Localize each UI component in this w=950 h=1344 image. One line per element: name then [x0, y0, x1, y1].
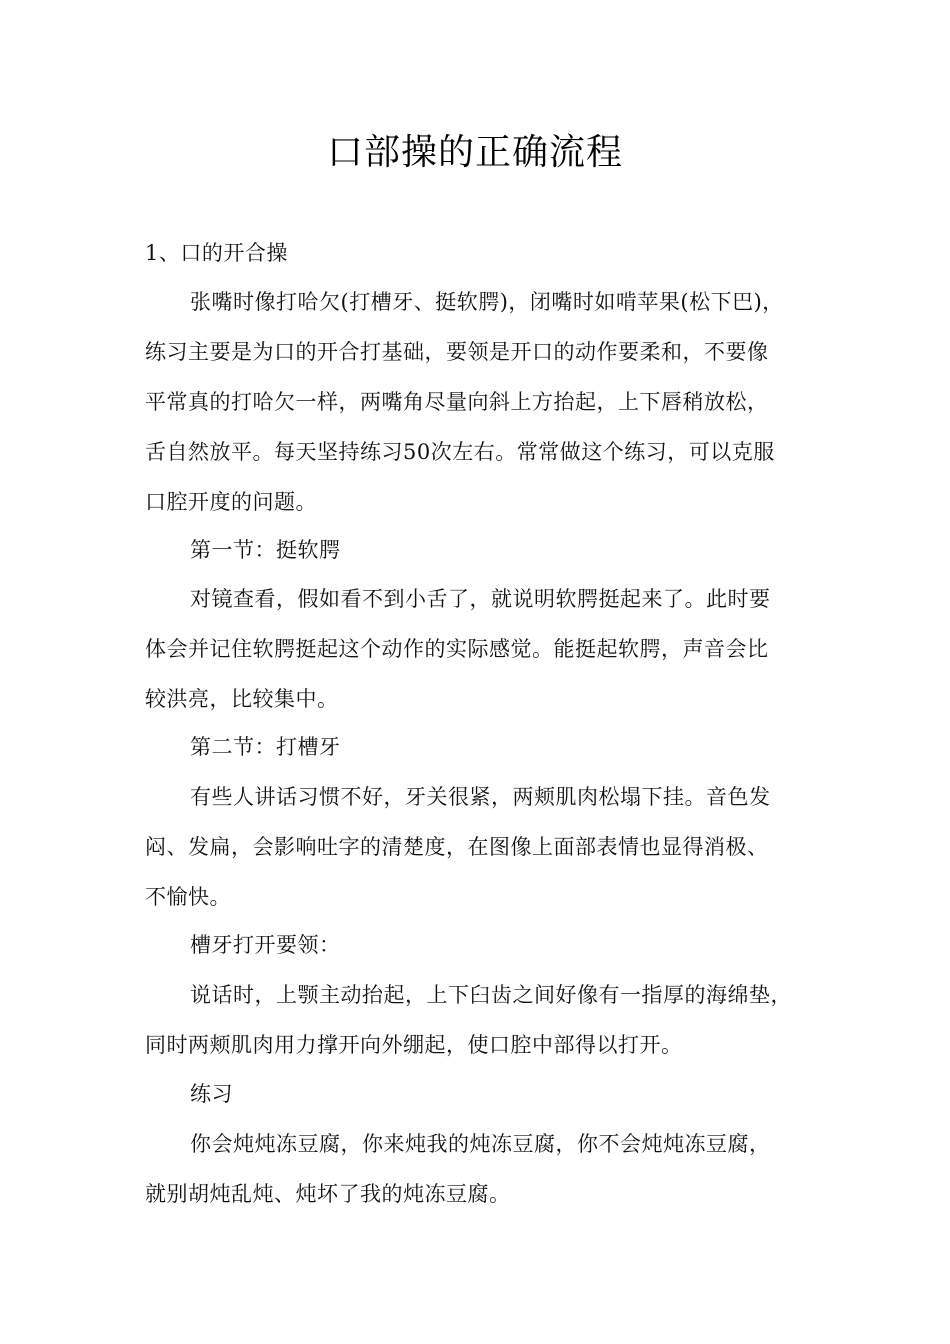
paragraph-line: 闷、发扁，会影响吐字的清楚度，在图像上面部表情也显得消极、: [145, 835, 769, 859]
paragraph-line: 你会炖炖冻豆腐，你来炖我的炖冻豆腐，你不会炖炖冻豆腐，: [190, 1132, 771, 1156]
paragraph-soft-palate: [145, 574, 825, 724]
paragraph-opening-closing: [145, 277, 825, 527]
subsection-heading-molar-tips: 槽牙打开要领：: [190, 933, 341, 957]
subsection-heading-practice: 练习: [190, 1082, 233, 1106]
paragraph-line: 有些人讲话习惯不好，牙关很紧，两颊肌肉松塌下挂。音色发: [190, 785, 771, 809]
paragraph-line: 对镜查看，假如看不到小舌了，就说明软腭挺起来了。此时要: [190, 587, 771, 611]
subsection-heading-soft-palate: 第一节：挺软腭: [190, 538, 341, 562]
paragraph-line: 说话时，上颚主动抬起，上下臼齿之间好像有一指厚的海绵垫，: [190, 983, 792, 1007]
paragraph-line: 就别胡炖乱炖、炖坏了我的炖冻豆腐。: [145, 1182, 511, 1206]
paragraph-line: 平常真的打哈欠一样，两嘴角尽量向斜上方抬起，上下唇稍放松，: [145, 390, 769, 414]
paragraph-line: 较洪亮，比较集中。: [145, 687, 339, 711]
subsection-heading-molars: 第二节：打槽牙: [190, 735, 341, 759]
paragraph-molars: [145, 772, 825, 922]
paragraph-line: 张嘴时像打哈欠(打槽牙、挺软腭)，闭嘴时如啃苹果(松下巴)，: [190, 290, 784, 314]
section-heading: 1、口的开合操: [145, 241, 288, 265]
page-title: 口部操的正确流程: [326, 132, 623, 173]
paragraph-practice: [145, 1119, 825, 1219]
paragraph-line: 同时两颊肌肉用力撑开向外绷起，使口腔中部得以打开。: [145, 1033, 683, 1057]
paragraph-line: 口腔开度的问题。: [145, 490, 317, 514]
paragraph-molar-tips: [145, 970, 825, 1070]
paragraph-line: 练习主要是为口的开合打基础，要领是开口的动作要柔和，不要像: [145, 340, 769, 364]
paragraph-line: 体会并记住软腭挺起这个动作的实际感觉。能挺起软腭，声音会比: [145, 637, 769, 661]
paragraph-line: 不愉快。: [145, 885, 231, 909]
paragraph-line: 舌自然放平。每天坚持练习50次左右。常常做这个练习，可以克服: [145, 440, 775, 464]
